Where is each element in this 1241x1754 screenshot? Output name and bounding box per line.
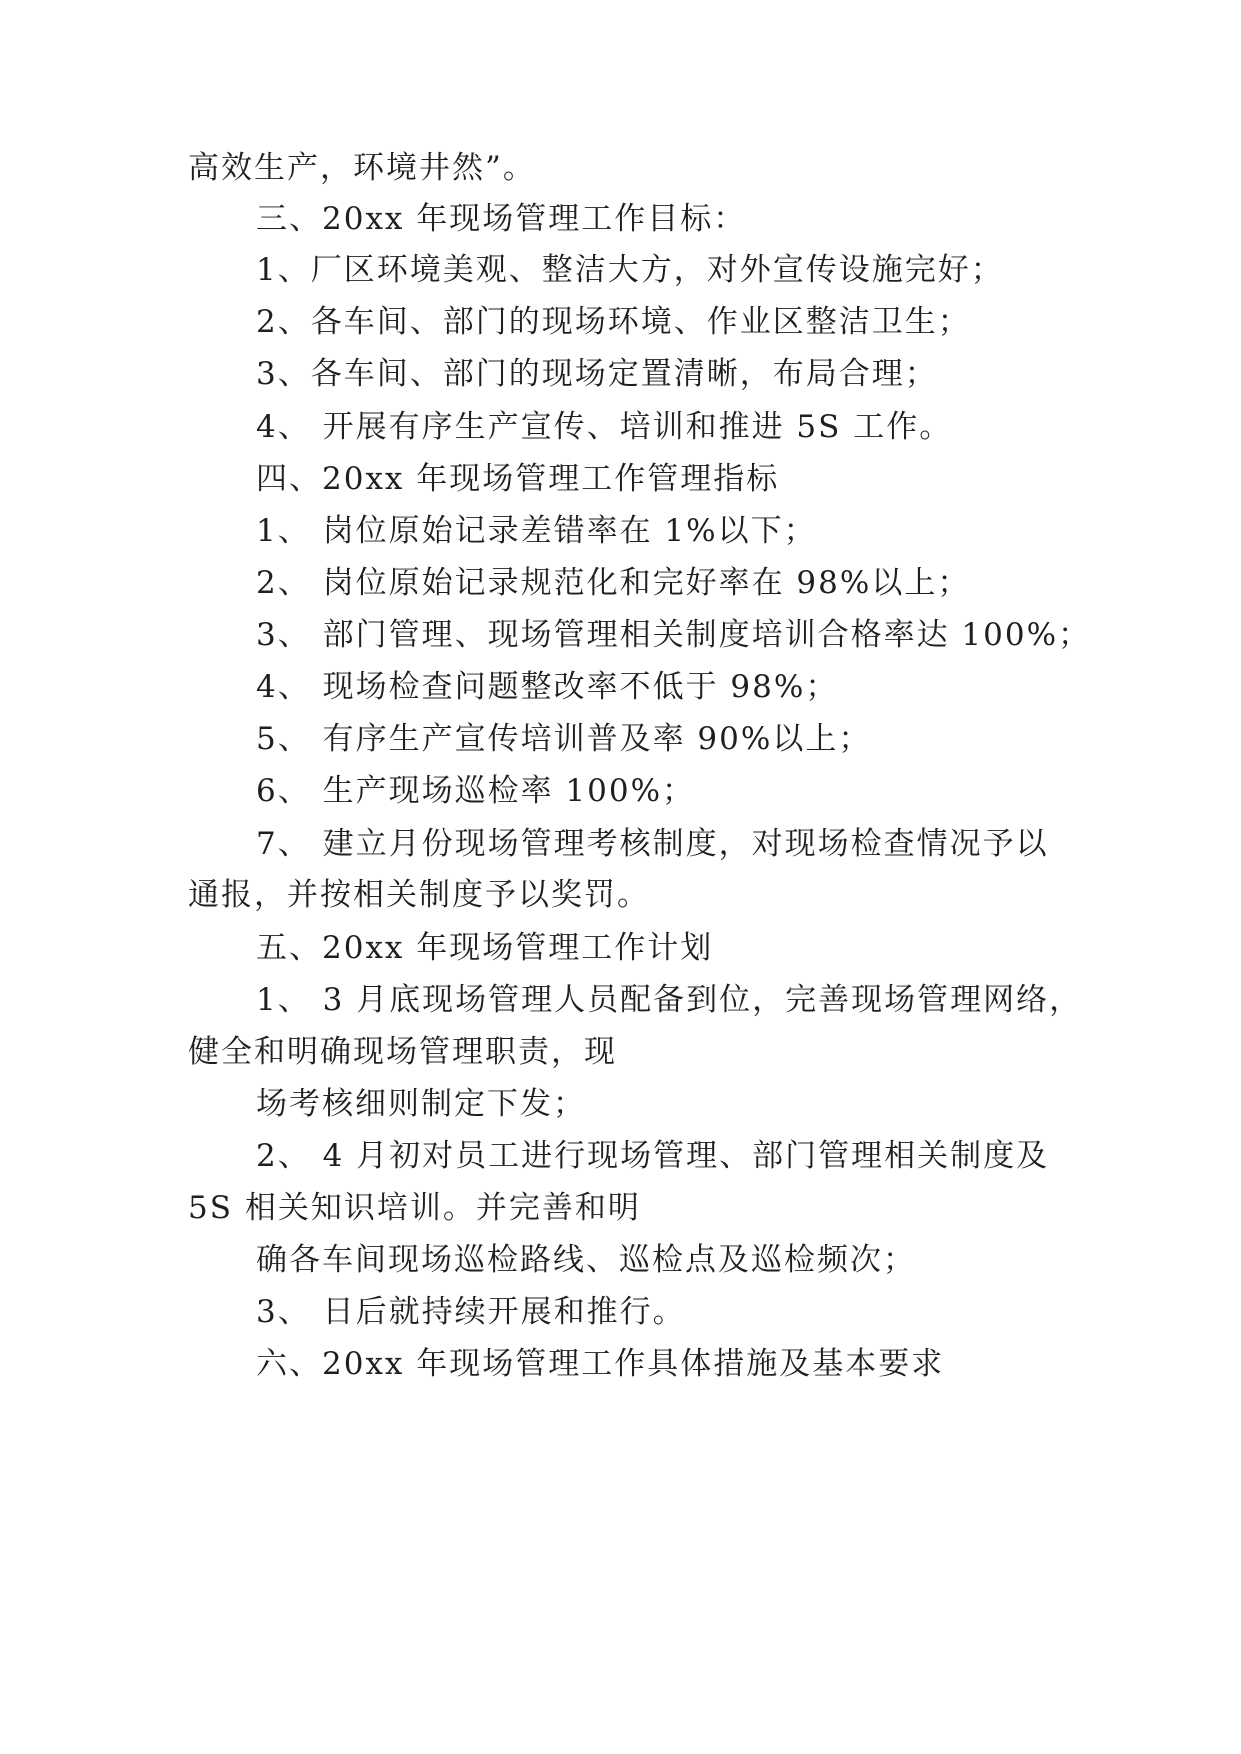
list-item: 3、 日后就持续开展和推行。 [256, 1294, 686, 1330]
list-item-continuation: 健全和明确现场管理职责，现 [188, 1034, 617, 1070]
list-item: 3、 部门管理、现场管理相关制度培训合格率达 100%； [256, 617, 1092, 653]
list-item-continuation: 确各车间现场巡检路线、巡检点及巡检频次； [256, 1242, 916, 1278]
list-item: 4、 现场检查问题整改率不低于 98%； [256, 669, 839, 705]
list-item: 2、 4 月初对员工进行现场管理、部门管理相关制度及 [256, 1138, 1050, 1174]
list-item: 6、 生产现场巡检率 100%； [256, 773, 696, 809]
section-heading-6: 六、20xx 年现场管理工作具体措施及基本要求 [256, 1346, 945, 1382]
list-item-continuation: 通报，并按相关制度予以奖罚。 [188, 877, 650, 913]
list-item: 5、 有序生产宣传培训普及率 90%以上； [256, 721, 872, 757]
list-item: 1、 岗位原始记录差错率在 1%以下； [256, 513, 817, 549]
list-item: 4、 开展有序生产宣传、培训和推进 5S 工作。 [256, 409, 953, 445]
section-heading-5: 五、20xx 年现场管理工作计划 [256, 930, 714, 966]
list-item: 3、各车间、部门的现场定置清晰，布局合理； [256, 356, 938, 392]
list-item-continuation: 5S 相关知识培训。并完善和明 [188, 1190, 641, 1226]
list-item-continuation: 场考核细则制定下发； [256, 1086, 586, 1122]
list-item: 7、 建立月份现场管理考核制度，对现场检查情况予以 [256, 826, 1049, 862]
list-item: 2、 岗位原始记录规范化和完好率在 98%以上； [256, 565, 971, 601]
section-heading-4: 四、20xx 年现场管理工作管理指标 [256, 461, 780, 497]
list-item: 1、 3 月底现场管理人员配备到位，完善现场管理网络， [256, 982, 1083, 1018]
body-line-continuation: 高效生产，环境井然”。 [188, 150, 536, 186]
section-heading-3: 三、20xx 年现场管理工作目标： [256, 201, 747, 237]
list-item: 2、各车间、部门的现场环境、作业区整洁卫生； [256, 304, 971, 340]
list-item: 1、厂区环境美观、整洁大方，对外宣传设施完好； [256, 252, 1004, 288]
